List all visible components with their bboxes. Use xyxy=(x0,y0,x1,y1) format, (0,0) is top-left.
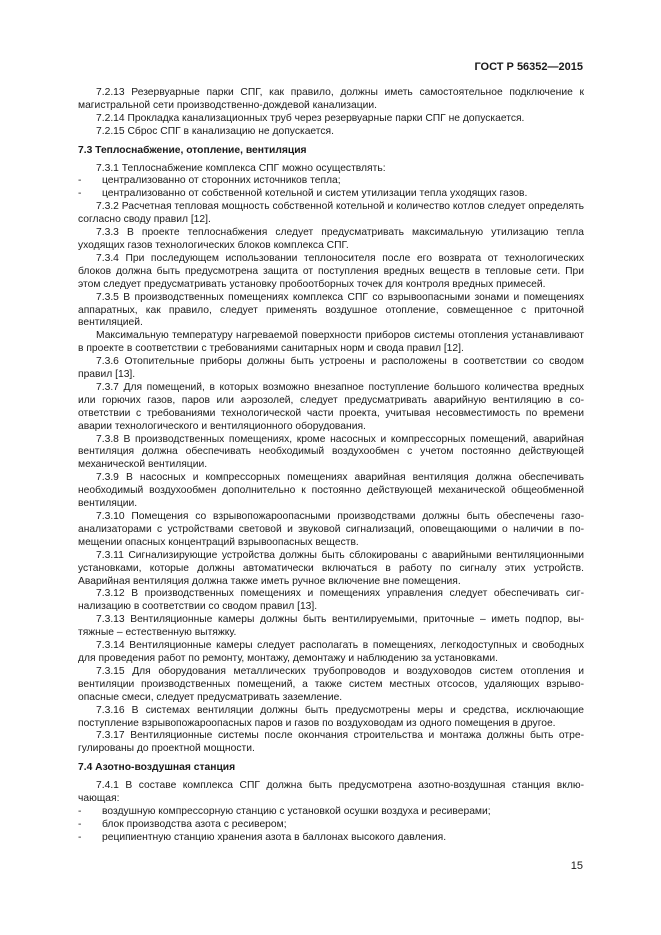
paragraph-7-3-4: 7.3.4 При последующем использовании теплоносителя после его возврата от технологических блоков должна быть предусмотрена защита от поступления вредных веществ в тепловые сети. При этом следует предусматривать установку пробоотборных точек для контроля вредных примесей. xyxy=(78,252,584,290)
list-item xyxy=(78,175,584,188)
paragraph-7-3-12: 7.3.12 В производственных помещениях и помещениях управления следует обеспечивать сигнализацию в соответствии со сводом правил [13]. xyxy=(78,588,584,613)
list-dash: - xyxy=(78,831,82,843)
list-dash: - xyxy=(78,188,82,200)
paragraph-7-3-14: 7.3.14 Вентиляционные камеры следует располагать в помещениях, легкодоступных и свободных для проведения работ по ремонту, монтажу, демонтажу и наблюдению за установками. xyxy=(78,640,584,664)
paragraph-max-temperature: Максимальную температуру нагреваемой поверхности приборов системы отопления устанавливают в проекте в соответствии с требованиями санитарных норм и свода правил [12]. xyxy=(78,330,584,355)
list-item-text: централизованно от сторонних источников тепла; xyxy=(102,175,341,187)
list-item-text: блок производства азота с ресивером; xyxy=(102,818,287,830)
paragraph-7-3-16: 7.3.16 В системах вентиляции должны быть предусмотрены меры и средства, исключающие поступление взрывопожароопасных паров и газов по воздуховодам из одного помещения в другое. xyxy=(78,704,584,729)
list-item-text: реципиентную станцию хранения азота в баллонах высокого давления. xyxy=(102,831,447,843)
paragraph-7-3-3: 7.3.3 В проекте теплоснабжения следует предусматривать максимальную утилизацию тепла уходящих газов технологических блоков комплекса СПГ. xyxy=(78,227,584,251)
paragraph-7-3-13: 7.3.13 Вентиляционные камеры должны быть вентилируемыми, приточные – иметь подпор, вытяжные – естественную вытяжку. xyxy=(78,614,584,639)
list-item xyxy=(78,832,584,845)
paragraph-7-3-10: 7.3.10 Помещения со взрывопожароопасными производствами должны быть обеспечены газоанализаторами с устройствами световой и звуковой сигнализаций, оповещающими о наличии в помещении опасных концентраций взрывоопасных веществ. xyxy=(78,511,584,548)
page-content xyxy=(78,87,584,845)
section-heading-7-3: 7.3 Теплоснабжение, отопление, вентиляция xyxy=(78,144,307,156)
paragraph-7-3-1: 7.3.1 Теплоснабжение комплекса СПГ можно осуществлять: xyxy=(96,162,386,174)
paragraph-7-3-9: 7.3.9 В насосных и компрессорных помещениях аварийная вентиляция должна обеспечивать необходимый воздухообмен дополнительно к постоянно действующей механической общеобменной вентиляции. xyxy=(78,472,584,510)
paragraph-7-3-15: 7.3.15 Для оборудования металлических трубопроводов и воздуховодов систем отопления и вентиляции производственных помещений, а также систем местных отсосов, удаляющих взрывоопасные смеси, следует предусматривать заземление. xyxy=(78,665,584,703)
paragraph-7-2-14: 7.2.14 Прокладка канализационных труб через резервуарные парки СПГ не допускается. xyxy=(96,112,525,124)
list-item-text: централизованно от собственной котельной и систем утилизации тепла уходящих газов. xyxy=(102,188,528,200)
paragraph-7-3-7: 7.3.7 Для помещений, в которых возможно внезапное поступление большого количества вредных или горючих газов, паров или аэрозолей, следует предусматривать аварийную вентиляцию в соответствии с требованиями технологической части проекта, учитывая несовместимость по времени аварии технологического и вентиляционного оборудования. xyxy=(78,381,584,432)
list-dash: - xyxy=(78,805,82,817)
paragraph-7-3-2: 7.3.2 Расчетная тепловая мощность собственной котельной и количество котлов следует определять согласно своду правил [12]. xyxy=(78,201,584,226)
list-item xyxy=(78,806,584,819)
paragraph-7-2-13: 7.2.13 Резервуарные парки СПГ, как правило, должны иметь самостоятельное подключение к магистральной сети производственно-дождевой канализации. xyxy=(78,87,584,111)
list-dash: - xyxy=(78,818,82,830)
page-number: 15 xyxy=(570,860,583,872)
paragraph-7-3-11: 7.3.11 Сигнализирующие устройства должны быть сблокированы с аварийными вентиляционными установками, которые должны автоматически включаться в работу по сигналу этих устройств. Аварийная вентиляция должна также иметь ручное включение вне помещения. xyxy=(78,549,584,587)
standard-code: ГОСТ Р 56352—2015 xyxy=(474,61,583,73)
list-item xyxy=(78,188,584,201)
paragraph-7-3-8: 7.3.8 В производственных помещениях, кроме насосных и компрессорных помещений, аварийная вентиляция должна обеспечивать необходимый воздухообмен с учетом постоянно действующей механической вентиляции. xyxy=(78,433,584,471)
list-dash: - xyxy=(78,175,82,187)
paragraph-7-3-5: 7.3.5 В производственных помещениях комплекса СПГ со взрывоопасными зонами и помещениях аппаратных, как правило, следует применять воздушное отопление, совмещенное с приточной вентиляцией. xyxy=(78,291,584,329)
paragraph-7-2-15: 7.2.15 Сброс СПГ в канализацию не допускается. xyxy=(96,125,334,137)
paragraph-7-3-6: 7.3.6 Отопительные приборы должны быть устроены и расположены в соответствии со сводом правил [13]. xyxy=(78,356,584,381)
list-item xyxy=(78,819,584,832)
section-heading-7-4: 7.4 Азотно-воздушная станция xyxy=(78,762,236,774)
paragraph-7-4-1: 7.4.1 В составе комплекса СПГ должна быть предусмотрена азотно-воздушная станция включающая: xyxy=(78,780,584,805)
list-item-text: воздушную компрессорную станцию с установкой осушки воздуха и ресиверами; xyxy=(102,805,491,817)
paragraph-7-3-17: 7.3.17 Вентиляционные системы после окончания строительства и монтажа должны быть отрегулированы до проектной мощности. xyxy=(78,730,584,755)
